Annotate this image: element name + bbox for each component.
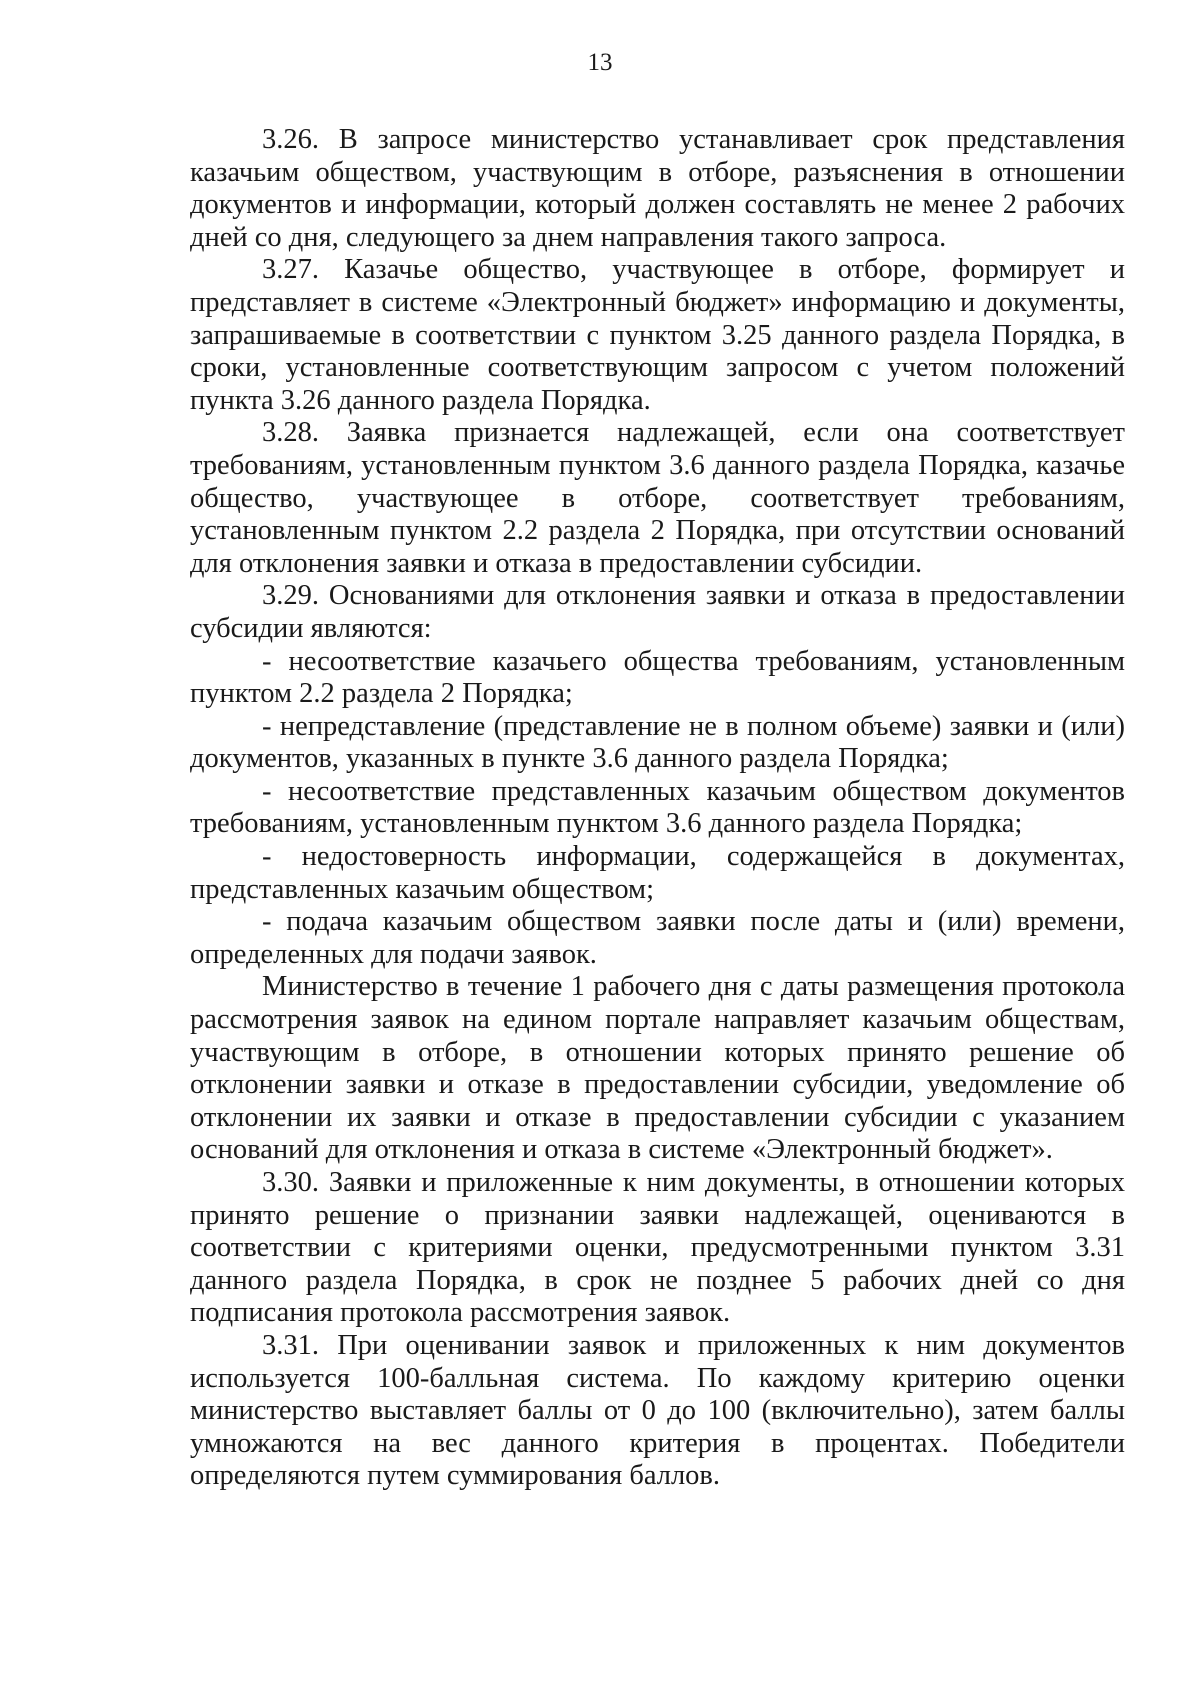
paragraph-3-31: 3.31. При оценивании заявок и приложенных к ним документов используется 100-балльная система. По каждому критерию оценки министерство выставляет баллы от 0 до 100 (включительно), затем баллы умножаются на вес данного критерия в процентах. Победители определяются путем суммирования баллов. [190, 1329, 1125, 1492]
paragraph-3-26: 3.26. В запросе министерство устанавливает срок представления казачьим обществом, участвующим в отборе, разъяснения в отношении документов и информации, который должен составлять не менее 2 рабочих дней со дня, следующего за днем направления такого запроса. [190, 124, 1125, 253]
list-item-late-submission: - подача казачьим обществом заявки после даты и (или) времени, определенных для подачи заявок. [190, 906, 1125, 970]
paragraph-3-28: 3.28. Заявка признается надлежащей, если она соответствует требованиям, установленным пунктом 3.6 данного раздела Порядка, казачье общество, участвующее в отборе, соответствует требованиям, установленным пунктом 2.2 раздела 2 Порядка, при отсутствии оснований для отклонения заявки и отказа в предоставлении субсидии. [190, 417, 1125, 579]
page-number: 13 [587, 49, 613, 76]
paragraph-ministry-notification: Министерство в течение 1 рабочего дня с даты размещения протокола рассмотрения заявок на едином портале направляет казачьим обществам, участвующим в отборе, в отношении которых принято решение об отклонении заявки и отказе в предоставлении субсидии, уведомление об отклонении их заявки и отказе в предоставлении субсидии с указанием оснований для отклонения и отказа в системе «Электронный бюджет». [190, 971, 1125, 1166]
paragraph-3-27: 3.27. Казачье общество, участвующее в отборе, формирует и представляет в системе «Электронный бюджет» информацию и документы, запрашиваемые в соответствии с пунктом 3.25 данного раздела Порядка, в сроки, установленные соответствующим запросом с учетом положений пункта 3.26 данного раздела Порядка. [190, 254, 1125, 416]
list-item-documents-mismatch: - несоответствие представленных казачьим обществом документов требованиям, установленным пунктом 3.6 данного раздела Порядка; [190, 775, 1125, 840]
paragraph-3-29: 3.29. Основаниями для отклонения заявки и отказа в предоставлении субсидии являются: [190, 580, 1125, 644]
list-item-documents-missing: - непредставление (представление не в полном объеме) заявки и (или) документов, указанных в пункте 3.6 данного раздела Порядка; [190, 710, 1125, 775]
list-item-unreliable-information: - недостоверность информации, содержащейся в документах, представленных казачьим обществом; [190, 841, 1125, 905]
paragraph-3-30: 3.30. Заявки и приложенные к ним документы, в отношении которых принято решение о признании заявки надлежащей, оцениваются в соответствии с критериями оценки, предусмотренными пунктом 3.31 данного раздела Порядка, в срок не позднее 5 рабочих дней со дня подписания протокола рассмотрения заявок. [190, 1167, 1125, 1329]
document-body [190, 124, 1125, 1493]
list-item-requirements-mismatch: - несоответствие казачьего общества требованиям, установленным пунктом 2.2 раздела 2 Порядка; [190, 645, 1125, 710]
